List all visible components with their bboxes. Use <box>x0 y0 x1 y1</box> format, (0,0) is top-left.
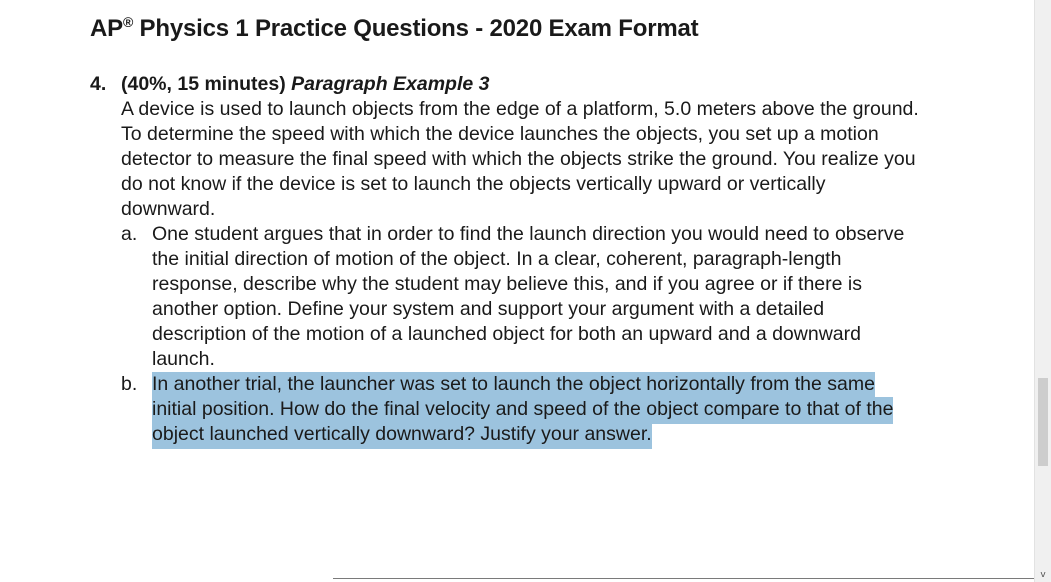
part-b-letter: b. <box>121 373 138 395</box>
question-example-label: Paragraph Example 3 <box>291 73 490 95</box>
scrollbar-thumb[interactable] <box>1038 378 1048 466</box>
question-weight-time: (40%, 15 minutes) <box>121 73 286 95</box>
registered-mark: ® <box>122 14 134 30</box>
part-b-text-container[interactable] <box>152 372 912 447</box>
vertical-scrollbar[interactable] <box>1034 0 1051 582</box>
question-4 <box>90 72 930 447</box>
question-number: 4. <box>90 73 107 95</box>
part-a-text: One student argues that in order to find the launch direction you would need to observe the initial direction of motion of the object. In a clear, coherent, paragraph-length response, describe why the student may believe this, and if you agree or if there is another option. Define your system and support your argument with a detailed description of the motion of a launched object for both an upward and a downward launch. <box>152 223 905 370</box>
question-header <box>90 72 930 97</box>
part-b <box>121 372 930 447</box>
part-a-letter: a. <box>121 223 138 245</box>
page-title <box>90 15 698 43</box>
title-text: Physics 1 Practice Questions - 2020 Exam Format <box>133 15 699 42</box>
part-a <box>121 222 930 372</box>
part-b-selected-text[interactable]: In another trial, the launcher was set to launch the object horizontally from the same initial position. How do the final velocity and speed of the object compare to that of the object launched vertically downward? Justify your answer. <box>152 372 893 449</box>
chevron-down-icon[interactable]: v <box>1040 570 1046 580</box>
question-parts <box>121 222 930 447</box>
page-bottom-divider <box>333 578 1034 579</box>
title-prefix: AP <box>90 15 123 42</box>
question-stem: A device is used to launch objects from the edge of a platform, 5.0 meters above the ground. To determine the speed with which the device launches the objects, you set up a motion detector to measure the final speed with which the objects strike the ground. You realize you do not know if the device is set to launch the objects vertically upward or vertically downward. <box>121 98 919 220</box>
